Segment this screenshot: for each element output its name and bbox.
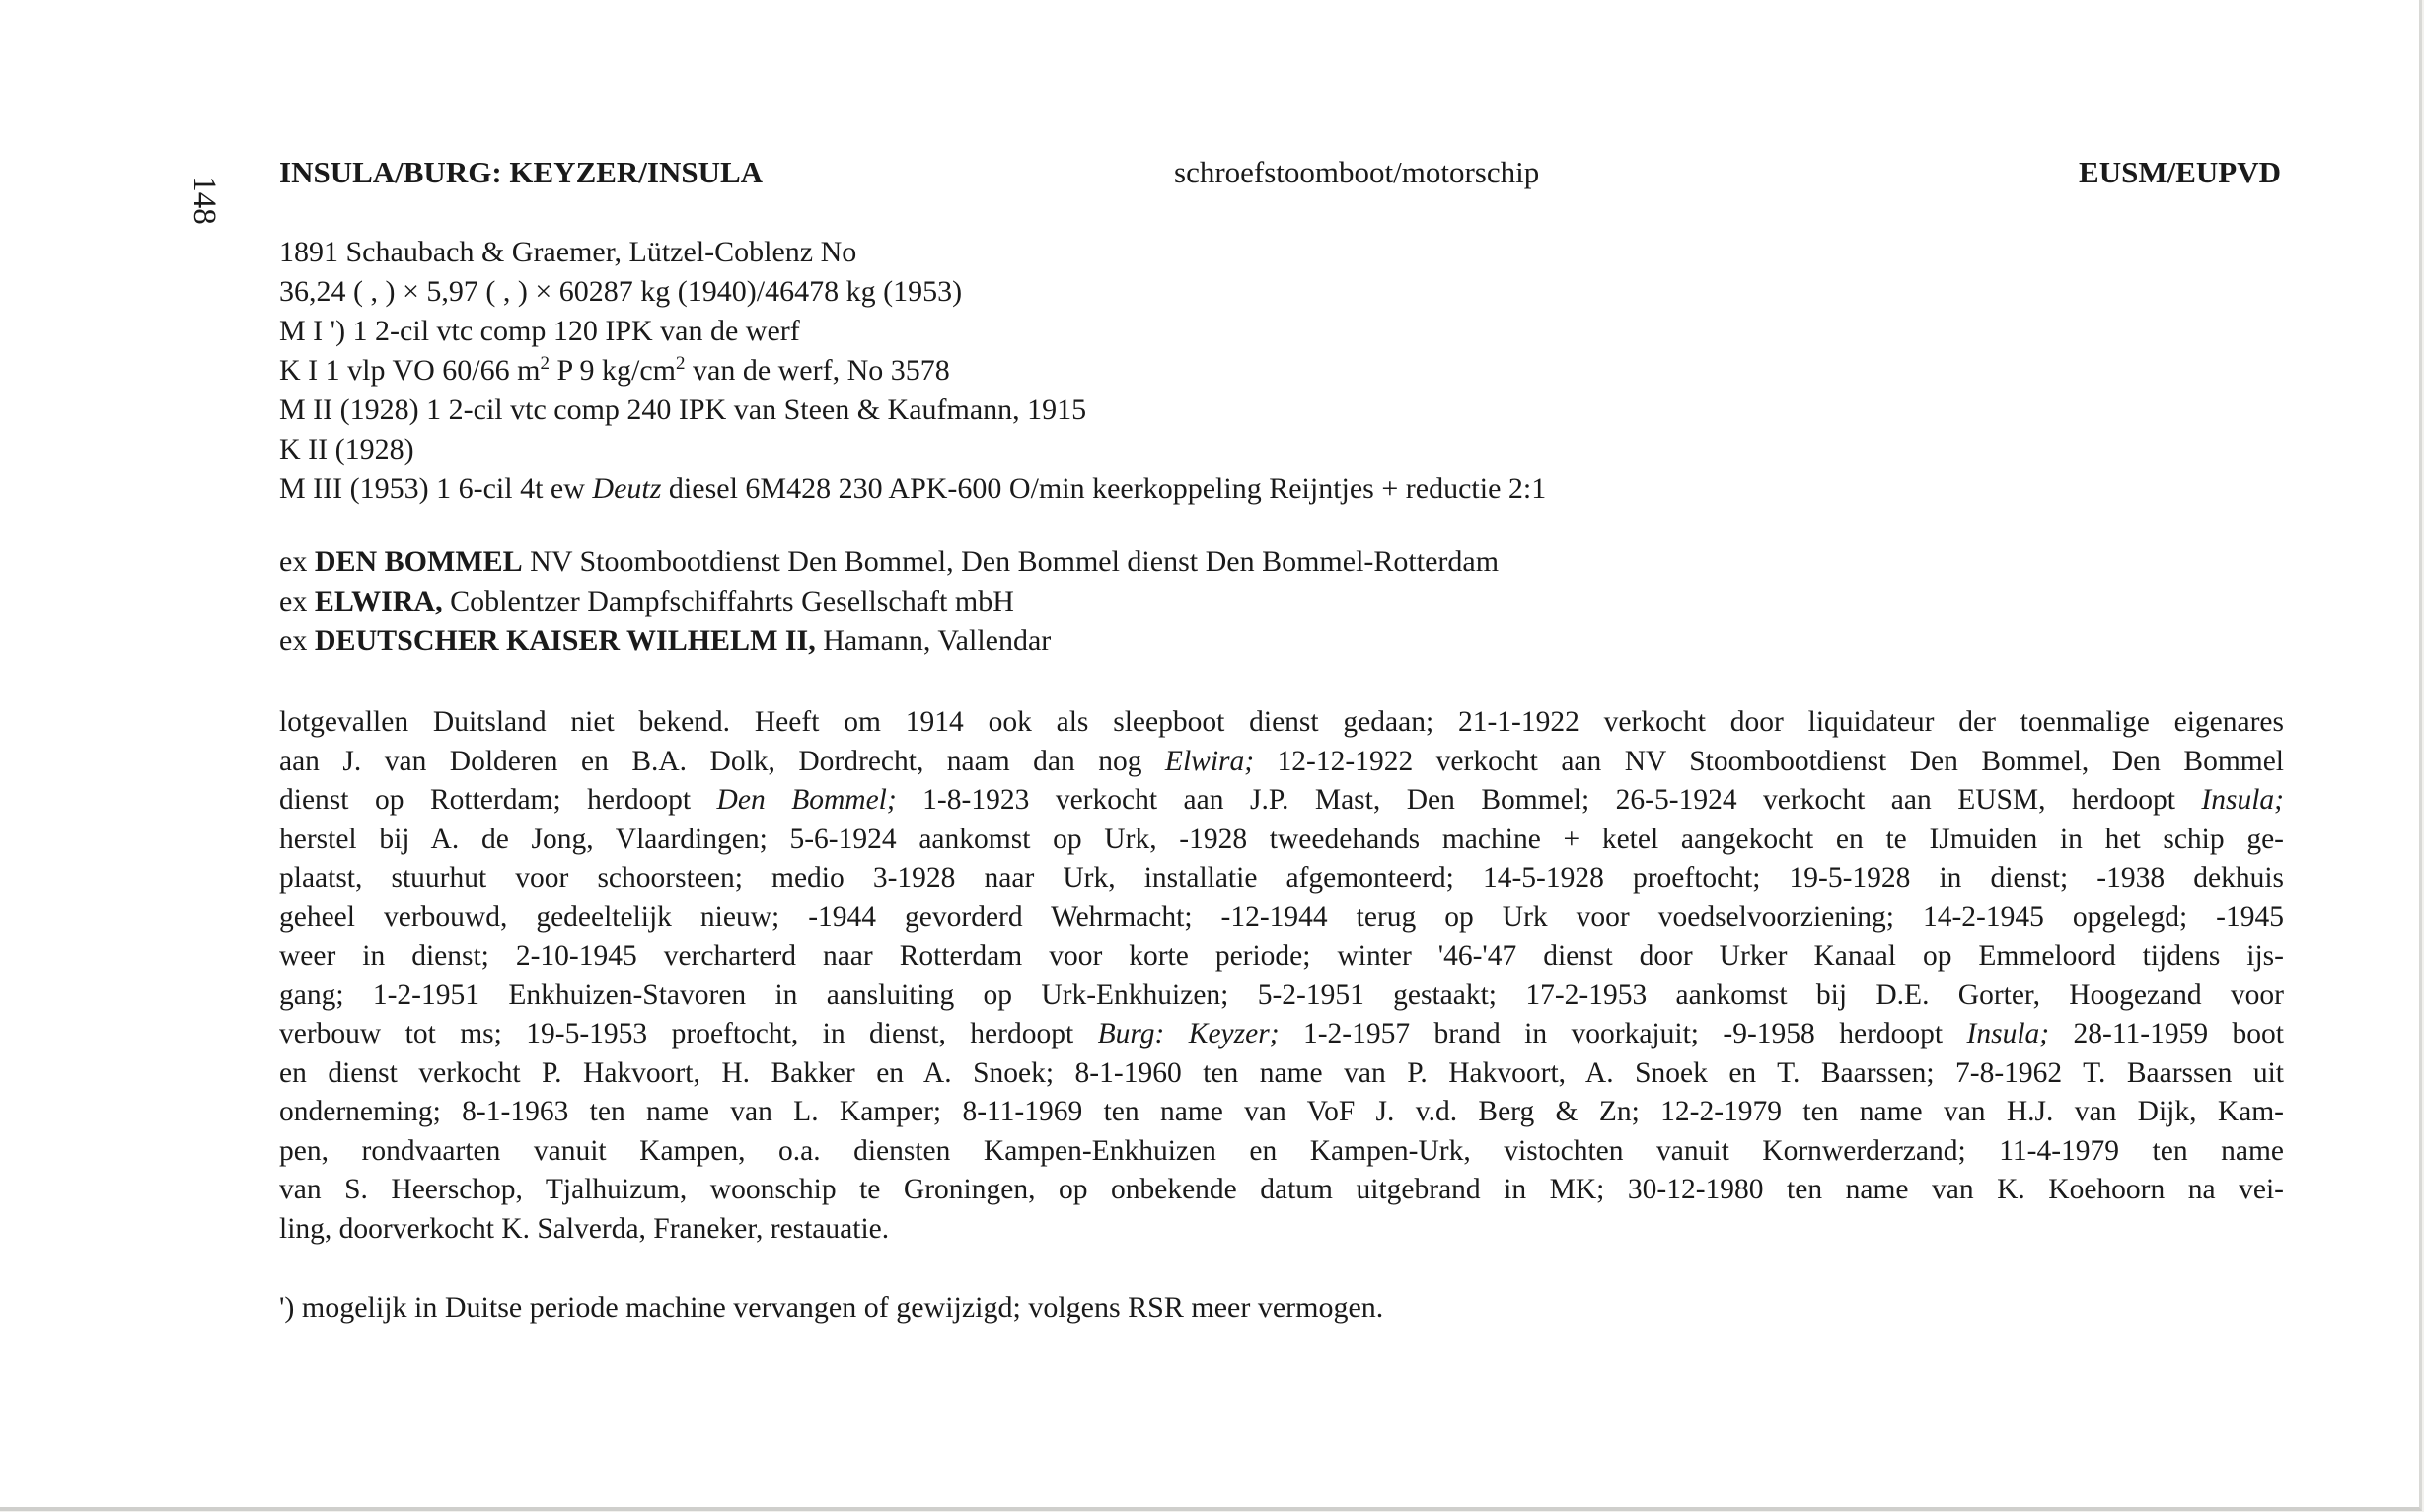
- former-name-prefix: ex: [279, 585, 315, 617]
- technical-specs: [279, 233, 1546, 509]
- page-number: 148: [186, 176, 222, 225]
- machine-3-text-a: M III (1953) 1 6-cil 4t ew: [279, 472, 593, 505]
- history-text: aan J. van Dolderen en B.A. Dolk, Dordrecht, naam dan nog: [279, 745, 1165, 777]
- builder-line: 1891 Schaubach & Graemer, Lützel-Coblenz No: [279, 236, 857, 268]
- ship-name-italic: Insula;: [2201, 784, 2284, 816]
- former-name: DEUTSCHER KAISER WILHELM II,: [314, 624, 816, 657]
- history-line: [279, 743, 2284, 782]
- former-name-prefix: ex: [279, 545, 315, 578]
- boiler-1-text-c: van de werf, No 3578: [685, 354, 950, 387]
- history-line: [279, 781, 2284, 821]
- history-text: dienst op Rotterdam; herdoopt: [279, 784, 717, 816]
- ship-name-italic: Burg: Keyzer;: [1097, 1018, 1280, 1049]
- former-name-prefix: ex: [279, 624, 315, 657]
- history-line: geheel verbouwd, gedeeltelijk nieuw; -1944 gevorderd Wehrmacht; -12-1944 terug op Urk voor voedselvoorziening; 14-2-1945 opgelegd; -1945: [279, 900, 2284, 933]
- history-line: gang; 1-2-1951 Enkhuizen-Stavoren in aansluiting op Urk-Enkhuizen; 5-2-1951 gestaakt; 17-2-1953 aankomst bij D.E. Gorter, Hoogezand voor: [279, 978, 2284, 1011]
- machine-1-line: M I ') 1 2-cil vtc comp 120 IPK van de werf: [279, 315, 800, 347]
- history-line: ling, doorverkocht K. Salverda, Franeker, restauatie.: [279, 1212, 890, 1245]
- former-name-item: [279, 542, 1499, 582]
- history-line: pen, rondvaarten vanuit Kampen, o.a. diensten Kampen-Enkhuizen en Kampen-Urk, vistochten vanuit Kornwerderzand; 11-4-1979 ten name: [279, 1134, 2284, 1167]
- history-line: [279, 1015, 2284, 1054]
- boiler-1-superscript-1: 2: [540, 353, 550, 374]
- history-line: onderneming; 8-1-1963 ten name van L. Kamper; 8-11-1969 ten name van VoF J. v.d. Berg & Zn; 12-2-1979 ten name van H.J. van Dijk, Kam-: [279, 1096, 2284, 1127]
- history-text: 1-8-1923 verkocht aan J.P. Mast, Den Bommel; 26-5-1924 verkocht aan EUSM, herdoopt: [896, 784, 2202, 816]
- history-line: lotgevallen Duitsland niet bekend. Heeft om 1914 ook als sleepboot dienst gedaan; 21-1-1922 verkocht door liquidateur der toenmalige eigenares: [279, 706, 2284, 738]
- former-name-item: [279, 582, 1499, 621]
- ship-names-heading: INSULA/BURG: KEYZER/INSULA: [279, 155, 764, 189]
- former-name: DEN BOMMEL: [314, 545, 523, 578]
- machine-3-line: [279, 469, 1546, 509]
- history-text: 1-2-1957 brand in voorkajuit; -9-1958 herdoopt: [1279, 1018, 1967, 1049]
- history-line: en dienst verkocht P. Hakvoort, H. Bakker en A. Snoek; 8-1-1960 ten name van P. Hakvoort, A. Snoek en T. Baarssen; 7-8-1962 T. Baarssen uit: [279, 1056, 2284, 1089]
- ship-name-italic: Den Bommel;: [716, 784, 897, 816]
- history-text: verbouw tot ms; 19-5-1953 proeftocht, in dienst, herdoopt: [279, 1018, 1098, 1049]
- boiler-2-line: K II (1928): [279, 433, 414, 466]
- former-name: ELWIRA,: [314, 585, 443, 617]
- former-name-owner: Hamann, Vallendar: [815, 624, 1052, 657]
- ship-name-italic: Elwira;: [1164, 745, 1255, 777]
- former-name-owner: Coblentzer Dampfschiffahrts Gesellschaft mbH: [442, 585, 1014, 617]
- former-names-list: [279, 542, 1499, 661]
- history-line: van S. Heerschop, Tjalhuizum, woonschip te Groningen, op onbekende datum uitgebrand in MK; 30-12-1980 ten name van K. Koehoorn na vei-: [279, 1174, 2284, 1205]
- former-name-item: [279, 621, 1499, 661]
- machine-2-line: M II (1928) 1 2-cil vtc comp 240 IPK van Steen & Kaufmann, 1915: [279, 394, 1087, 426]
- owner-codes-heading: EUSM/EUPVD: [2079, 155, 2281, 189]
- boiler-1-text-a: K I 1 vlp VO 60/66 m: [279, 354, 541, 387]
- boiler-1-line: [279, 351, 1546, 391]
- history-text: 28-11-1959 boot: [2049, 1018, 2284, 1049]
- boiler-1-superscript-2: 2: [676, 353, 686, 374]
- footnote: ') mogelijk in Duitse periode machine vervangen of gewijzigd; volgens RSR meer vermogen.: [279, 1291, 1384, 1324]
- machine-3-text-b: diesel 6M428 230 APK-600 O/min keerkoppeling Reijntjes + reductie 2:1: [661, 472, 1547, 505]
- history-paragraph: [279, 703, 2284, 1249]
- former-name-owner: NV Stoombootdienst Den Bommel, Den Bommel dienst Den Bommel-Rotterdam: [522, 545, 1500, 578]
- history-line: weer in dienst; 2-10-1945 vercharterd naar Rotterdam voor korte periode; winter '46-'47 dienst door Urker Kanaal op Emmeloord tijdens ijs-: [279, 940, 2284, 972]
- machine-3-brand: Deutz: [592, 472, 662, 505]
- ship-name-italic: Insula;: [1966, 1018, 2050, 1049]
- history-line: plaatst, stuurhut voor schoorsteen; medio 3-1928 naar Urk, installatie afgemonteerd; 14-5-1928 proeftocht; 19-5-1928 in dienst; -1938 dekhuis: [279, 862, 2284, 894]
- history-text: 12-12-1922 verkocht aan NV Stoombootdienst Den Bommel, Den Bommel: [1254, 745, 2284, 777]
- boiler-1-text-b: P 9 kg/cm: [549, 354, 677, 387]
- dimensions-line: 36,24 ( , ) × 5,97 ( , ) × 60287 kg (1940)/46478 kg (1953): [279, 275, 963, 308]
- history-line: herstel bij A. de Jong, Vlaardingen; 5-6-1924 aankomst op Urk, -1928 tweedehands machine + ketel aangekocht en te IJmuiden in het schip ge-: [279, 823, 2284, 855]
- ship-type-heading: schroefstoomboot/motorschip: [1174, 155, 1540, 189]
